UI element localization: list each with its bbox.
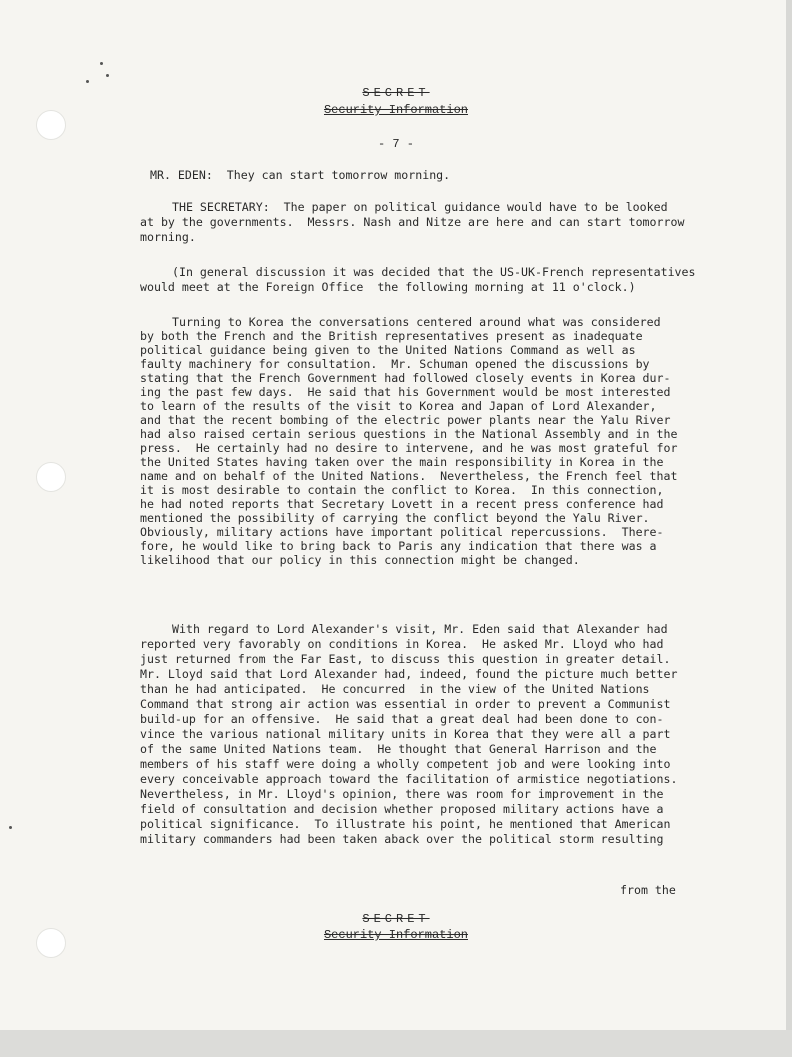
paper-speck <box>100 62 103 65</box>
page-number: - 7 - <box>377 137 414 151</box>
paper-speck <box>9 826 12 829</box>
continuation-catchword: from the <box>620 883 676 897</box>
paper-speck <box>86 80 89 83</box>
punch-hole <box>36 462 66 492</box>
paper-speck <box>106 74 109 77</box>
footer-caveat: Security Information <box>323 928 469 942</box>
document-page: SECRET Security Information - 7 - MR. EDEN: They can start tomorrow morning. THE SECRETARY: The paper on political guidance would have to be looked at by the governments. Messrs. Nash and Nitze are here and can start tomorrow morning. (In general discussion it was decided that the US-UK-French representatives would meet at the Foreign Office the following morning at 11 o'clock.) Turning to Korea the conversations centered around what was considered by both the French and the British representatives present as inadequate political guidance being given to the United Nations Command as well as faulty machinery for consultation. Mr. Schuman opened the discussions by stating that the French Government had followed closely events in Korea dur- ing the past few days. He said that his Government would be most interested to learn of the results of the visit to Korea and Japan of Lord Alexander, and that the recent bombing of the electric power plants near the Yalu River had also raised certain serious questions in the National Assembly and in the press. He certainly had no desire to intervene, and he was most grateful for the United States having taken over the main responsibility in Korea in the name and on behalf of the United Nations. Nevertheless, the French feel that it is most desirable to contain the conflict to Korea. In this connection, he had noted reports that Secretary Lovett in a recent press conference had mentioned the possibility of carrying the conflict beyond the Yalu River. Obviously, military actions have important political repercussions. There- fore, he would like to bring back to Paris any indication that there was a likelihood that our policy in this connection might be changed. With regard to Lord Alexander's visit, Mr. Eden said that Alexander had reported very favorably on conditions in Korea. He asked Mr. Lloyd who had just returned from the Far East, to discuss this question in greater detail. Mr. Lloyd said that Lord Alexander had, indeed, found the picture much better than he had anticipated. He concurred in the view of the United Nations Command that strong air action was essential in order to prevent a Communist build-up for an offensive. He said that a great deal had been done to con- vince the various national military units in Korea that they were all a part of the same United Nations team. He thought that General Harrison and the members of his staff were doing a wholly competent job and were looking into every conceivable approach toward the facilitation of armistice negotiations. Nevertheless, in Mr. Lloyd's opinion, there was room for improvement in the field of consultation and decision whether proposed military actions have a political significance. To illustrate his point, he mentioned that American military commanders had been taken aback over the political storm resulting from the SECRET Security Information <box>0 0 792 1030</box>
scan-edge <box>0 1030 792 1057</box>
footer-classification: SECRET <box>362 912 430 926</box>
header-caveat: Security Information <box>323 103 469 117</box>
header-classification: SECRET <box>362 86 430 100</box>
scan-edge <box>786 0 792 1030</box>
paragraph-eden: MR. EDEN: They can start tomorrow morning. <box>150 168 451 182</box>
